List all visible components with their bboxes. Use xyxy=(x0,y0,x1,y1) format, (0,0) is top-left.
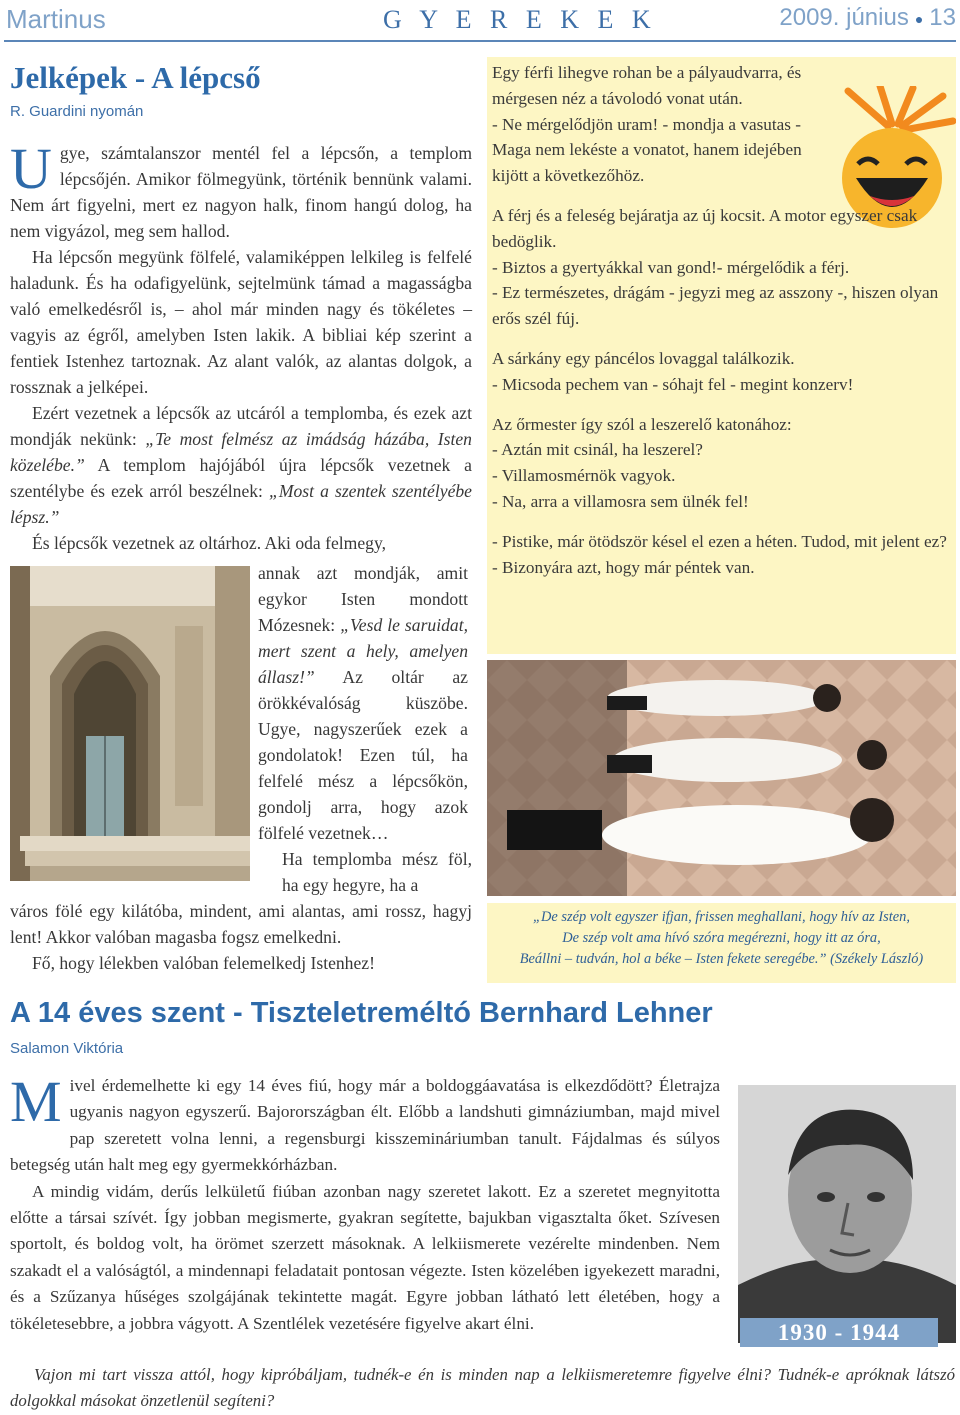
paragraph: város fölé egy kilátóba, mindent, ami alantas, ami rossz, hagyj lent! Akkor valóban magasba fogsz emelkedni. xyxy=(10,901,472,947)
article-title: Jelképek - A lépcső xyxy=(10,60,261,95)
article-body-end xyxy=(10,846,472,976)
joke: - Pistike, már ötödször késel el ezen a héten. Tudod, mit jelent ez? - Bizonyára azt, hogy már péntek van. xyxy=(492,531,947,577)
joke: Az őrmester így szól a leszerelő katonához: - Aztán mit csinál, ha leszerel? - Villamosmérnök vagyok. - Na, arra a villamosra sem ülnék fel! xyxy=(492,414,792,511)
page-header xyxy=(0,0,960,40)
paragraph: És lépcsők vezetnek az oltárhoz. Aki oda felmegy, xyxy=(32,533,387,553)
paragraph: Mivel érdemelhette ki egy 14 éves fiú, hogy már a boldoggáavatása is elkezdődött? Életrajza ugyanis nagyon egyszerű. Bajorországban élt. Előbb a landshuti gimnáziumban, majd mivel pap szeretett volna lenni, a regensburgi kisszemináriumban tanult. Fájdalmas és súlyos betegség után halt meg egy gyermekkórházban. xyxy=(10,1069,720,1175)
article-body-wrap: annak azt mondják, amit egykor Isten mondott Mózesnek: „Vesd le saruidat, mert szent a hely, amelyen állasz!” Az oltár az örökkévalóság küszöbe. Ugye, nagyszerűek ezek a gondolatok! Ezen túl, ha felfelé mész a lépcsőkön, gondolj arra, hogy azok fölfelé vezetnek… xyxy=(258,563,468,843)
closing-question: Vajon mi tart vissza attól, hogy kipróbáljam, tudnék-e én is minden nap a lelkiismeretemre figyelve élni? Tudnék-e apróknak látszó dolgokkal másokat önzetlenül segíteni? xyxy=(10,1365,955,1410)
paragraph: Ha templomba mész föl, ha egy hegyre, ha a xyxy=(282,849,472,895)
article-body xyxy=(10,1069,720,1337)
header-rule xyxy=(4,40,956,42)
joke: A férj és a feleség bejáratja az új kocsit. A motor egyszer csak bedöglik. - Biztos a gyertyákkal van gond!- mérgelődik a férj. - Ez természetes, drágám - jegyzi meg az asszony -, hiszen olyan erős szél fúj. xyxy=(492,205,939,329)
portrait-photo xyxy=(738,1085,956,1343)
poem-box xyxy=(487,903,956,983)
paragraph: Fő, hogy lélekben valóban felemelkedj Istenhez! xyxy=(32,953,375,973)
issue-date: 2009. június xyxy=(779,4,909,31)
joke: A sárkány egy páncélos lovaggal találkozik. - Micsoda pechem van - sóhajt fel - megint konzerv! xyxy=(492,348,854,394)
publication-name: Martinus xyxy=(6,4,106,34)
poem-line: Beállni – tudván, hol a béke – Isten fekete seregébe.” (Székely László) xyxy=(519,951,924,967)
section-title: G Y E R E K E K xyxy=(383,5,657,34)
issue-info xyxy=(779,4,956,32)
joke: Egy férfi lihegve rohan be a pályaudvarra, és mérgesen néz a távolodó vonat után. - Ne mérgelődjön uram! - mondja a vasutas - Maga nem lekéste a vonatot, hanem idejében kijött a következőhöz. xyxy=(492,63,802,186)
poem-line: De szép volt ama hívó szóra megérezni, hogy itt az óra, xyxy=(562,930,881,946)
page-number: 13 xyxy=(929,4,956,31)
ordination-photo xyxy=(487,660,956,896)
bullet-icon: ● xyxy=(914,10,924,27)
drop-cap: U xyxy=(10,136,52,201)
article-byline: R. Guardini nyomán xyxy=(10,103,144,120)
article-byline: Salamon Viktória xyxy=(10,1040,124,1057)
church-portal-photo xyxy=(10,566,250,881)
article-title: A 14 éves szent - Tiszteletreméltó Bernhard Lehner xyxy=(10,997,713,1029)
life-dates-label: 1930 - 1944 xyxy=(740,1318,938,1347)
poem-line: „De szép volt egyszer ifjan, frissen meghallani, hogy hív az Isten, xyxy=(533,909,910,925)
jokes-text xyxy=(492,60,947,594)
paragraph: Ha lépcsőn megyünk fölfelé, valamiképpen lelkileg is felfelé haladunk. És ha odafigyelünk, sejtelmünk támad a magasságba való emelkedésről is, – ahol már minden nagy és tökéletes – vagyis az égről, amelyben Isten lakik. A bibliai kép szerint a fentiek Istenhez tartoznak. Az alant valók, az alantas dolgok, a rossznak a jelképei. xyxy=(10,247,472,397)
paragraph: Ugye, számtalanszor mentél fel a lépcsőn, a templom lépcsőjén. Amikor fölmegyünk, történik bennünk valami. Nem árt figyelni, mert ez nagyon halk, finom hangú dolog, ha nem vigyázol, meg sem hallod. xyxy=(10,136,472,241)
drop-cap: M xyxy=(10,1069,62,1134)
article-body xyxy=(10,136,472,556)
paragraph: A mindig vidám, derűs lelkületű fiúban azonban nagy szeretet lakott. Ez a szeretet megnyitotta előtte a társai szívét. Így jobban megismerte, gyakran segítette, bajukban vigasztalta őket. Szívesen sportolt, és boldog volt, ha örömet szerzett másoknak. A lelkiismerete vezérelte mindenben. Nem szakadt el a valóságtól, a mindennapi feladatait pontosan végezte. Isten közelében igyekezett maradni, és a Szűzanya hűséges szolgájának tekintette magát. Egyre jobban látható lett életében, hogy a tökéletesebbre, a jobbra vágyott. A Szentlélek vezetésére figyelve akart élni. xyxy=(10,1181,720,1333)
paragraph: Ezért vezetnek a lépcsők az utcáról a templomba, és ezek azt mondják nekünk: „Te most felmész az imádság házába, Isten közelébe.” A templom hajójából újra lépcsők vezetnek a szentélybe és ezek arról beszélnek: „Most a szentek szentélyébe lépsz.” xyxy=(10,403,472,527)
